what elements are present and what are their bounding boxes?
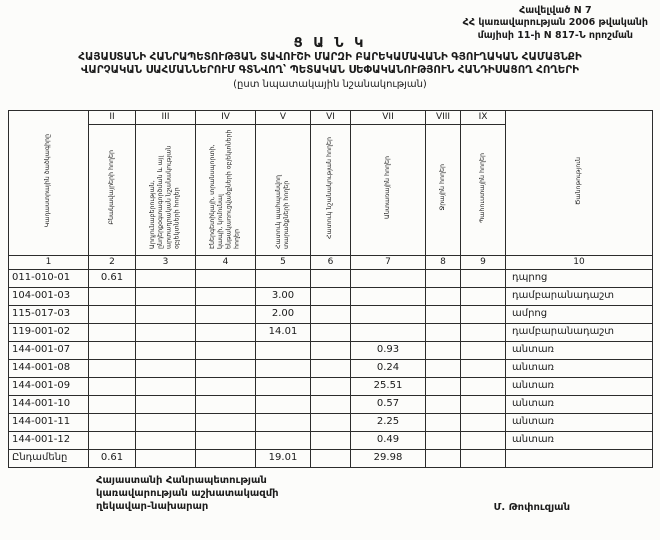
cell-note: անտառ bbox=[506, 431, 653, 449]
cell-area-value bbox=[311, 377, 351, 395]
col-header-forest-lands bbox=[351, 124, 426, 255]
cell-area-value bbox=[351, 323, 426, 341]
cell-cadastral-code: 144-001-07 bbox=[9, 341, 89, 359]
cell-area-value bbox=[136, 305, 196, 323]
roman-numeral-row bbox=[9, 110, 653, 124]
cell-area-value bbox=[256, 269, 311, 287]
signer-name: Մ. Թոփուզյան bbox=[493, 501, 570, 513]
cell-area-value bbox=[311, 287, 351, 305]
roman-numeral: IV bbox=[196, 110, 256, 124]
cell-area-value bbox=[311, 395, 351, 413]
cell-area-value bbox=[89, 305, 136, 323]
cell-area-value bbox=[461, 431, 506, 449]
col-header-special-lands bbox=[311, 124, 351, 255]
document-subtitle-line2: ՎԱՐՉԱԿԱՆ ՍԱՀՄԱՆՆԵՐՈՒՄ ԳՏՆՎՈՂ՝ ՊԵՏԱԿԱՆ ՍԵՓԱԿԱՆՈՒԹՅՈՒՆ ՀԱՆԴԻՍԱՑՈՂ ՀՈՂԵՐԻ bbox=[81, 63, 579, 76]
signer-title-line: ղեկավար-նախարար bbox=[96, 500, 209, 512]
col-header-label: Անտառային հողեր bbox=[383, 156, 391, 220]
cell-area-value bbox=[89, 341, 136, 359]
cell-area-value bbox=[89, 323, 136, 341]
table-row bbox=[9, 287, 653, 305]
signer-title-line: Հայաստանի Հանրապետության bbox=[96, 474, 267, 486]
cell-note: անտառ bbox=[506, 359, 653, 377]
document-title: Ց Ա Ն Կ bbox=[293, 36, 367, 51]
cell-area-value bbox=[136, 359, 196, 377]
table-row bbox=[9, 341, 653, 359]
cell-area-value bbox=[311, 305, 351, 323]
cell-area-value bbox=[136, 413, 196, 431]
document-subtitle-line1: ՀԱՅԱՍՏԱՆԻ ՀԱՆՐԱՊԵՏՈՒԹՅԱՆ ՏԱՎՈՒՇԻ ՄԱՐԶԻ ԲԱՐԵԿԱՄԱՎԱՆԻ ԳՅՈՒՂԱԿԱՆ ՀԱՄԱՅՆՔԻ bbox=[78, 51, 582, 63]
cell-area-value bbox=[196, 431, 256, 449]
col-header-infrastructure-lands bbox=[196, 124, 256, 255]
cell-area-value bbox=[196, 413, 256, 431]
cell-note: դամբարանադաշտ bbox=[506, 323, 653, 341]
col-header-note bbox=[506, 110, 653, 255]
cell-area-value bbox=[196, 377, 256, 395]
cell-area-value bbox=[426, 323, 461, 341]
cell-note bbox=[506, 449, 653, 467]
cell-area-value bbox=[196, 305, 256, 323]
cell-area-value: 0.57 bbox=[351, 395, 426, 413]
cell-note: անտառ bbox=[506, 413, 653, 431]
col-header-label: Հատուկ նշանակության հողեր bbox=[326, 136, 334, 239]
cell-cadastral-code: 144-001-12 bbox=[9, 431, 89, 449]
cell-area-value bbox=[136, 377, 196, 395]
col-header-water-lands bbox=[426, 124, 461, 255]
cell-area-value bbox=[351, 269, 426, 287]
cell-area-value: 14.01 bbox=[256, 323, 311, 341]
column-number: 4 bbox=[196, 255, 256, 269]
appendix-line: Հավելված N 7 bbox=[519, 5, 592, 16]
cell-area-value bbox=[426, 413, 461, 431]
cell-note: անտառ bbox=[506, 395, 653, 413]
cell-area-value: 3.00 bbox=[256, 287, 311, 305]
cell-area-value bbox=[196, 323, 256, 341]
cell-area-value bbox=[461, 305, 506, 323]
column-number: 3 bbox=[136, 255, 196, 269]
cell-area-value bbox=[89, 287, 136, 305]
signature-block bbox=[0, 474, 660, 513]
cell-area-value bbox=[426, 287, 461, 305]
column-number: 9 bbox=[461, 255, 506, 269]
col-header-industrial-lands bbox=[136, 124, 196, 255]
table-row bbox=[9, 359, 653, 377]
cell-area-value bbox=[311, 341, 351, 359]
cell-area-value bbox=[311, 431, 351, 449]
table-row bbox=[9, 413, 653, 431]
cell-area-value bbox=[311, 323, 351, 341]
table-row bbox=[9, 395, 653, 413]
cell-area-value bbox=[461, 287, 506, 305]
col-header-residential-lands bbox=[89, 124, 136, 255]
cell-area-value bbox=[136, 323, 196, 341]
appendix-block bbox=[463, 5, 648, 42]
cell-area-value bbox=[136, 341, 196, 359]
cell-area-value bbox=[426, 431, 461, 449]
cell-area-value bbox=[89, 431, 136, 449]
roman-numeral: III bbox=[136, 110, 196, 124]
col-header-label: Արդյունաբերության, ընդերքօգտագործման և այլ արտադրական նշանակության օբյեկտների հողեր bbox=[149, 145, 181, 249]
cell-area-value bbox=[196, 269, 256, 287]
appendix-line: մայիսի 11-ի N 817-Ն որոշման bbox=[477, 29, 633, 41]
cell-area-value bbox=[426, 305, 461, 323]
cell-area-value bbox=[461, 377, 506, 395]
cell-area-value bbox=[461, 359, 506, 377]
appendix-line: ՀՀ կառավարության 2006 թվականի bbox=[462, 17, 648, 29]
cell-area-value bbox=[351, 305, 426, 323]
totals-row bbox=[9, 449, 653, 467]
cell-area-value bbox=[136, 431, 196, 449]
col-header-cadastral-code bbox=[9, 110, 89, 255]
roman-numeral: IX bbox=[461, 110, 506, 124]
cell-area-value bbox=[136, 395, 196, 413]
cell-area-value bbox=[196, 287, 256, 305]
col-header-label: Բնակավայրերի հողեր bbox=[107, 150, 115, 226]
roman-numeral: VI bbox=[311, 110, 351, 124]
cell-cadastral-code: 104-001-03 bbox=[9, 287, 89, 305]
cell-area-value bbox=[311, 413, 351, 431]
cell-area-value bbox=[89, 395, 136, 413]
table-row bbox=[9, 323, 653, 341]
column-number: 6 bbox=[311, 255, 351, 269]
cell-cadastral-code: 119-001-02 bbox=[9, 323, 89, 341]
cell-total-value bbox=[426, 449, 461, 467]
cell-area-value bbox=[426, 359, 461, 377]
cell-total-value bbox=[196, 449, 256, 467]
cell-note: դպրոց bbox=[506, 269, 653, 287]
cell-note: անտառ bbox=[506, 377, 653, 395]
column-number: 2 bbox=[89, 255, 136, 269]
cell-area-value bbox=[311, 359, 351, 377]
col-header-reserve-lands bbox=[461, 124, 506, 255]
cell-area-value: 2.25 bbox=[351, 413, 426, 431]
cell-area-value bbox=[461, 341, 506, 359]
cell-area-value bbox=[136, 287, 196, 305]
cell-area-value: 2.00 bbox=[256, 305, 311, 323]
cell-area-value: 25.51 bbox=[351, 377, 426, 395]
cell-area-value bbox=[461, 413, 506, 431]
cell-area-value bbox=[256, 395, 311, 413]
column-number: 7 bbox=[351, 255, 426, 269]
cell-note: անտառ bbox=[506, 341, 653, 359]
column-number: 5 bbox=[256, 255, 311, 269]
table-row bbox=[9, 431, 653, 449]
cell-cadastral-code: 144-001-09 bbox=[9, 377, 89, 395]
signer-title-line: կառավարության աշխատակազմի bbox=[96, 487, 279, 499]
cell-note: դամբարանադաշտ bbox=[506, 287, 653, 305]
roman-numeral: V bbox=[256, 110, 311, 124]
table-row bbox=[9, 269, 653, 287]
cell-total-value: 29.98 bbox=[351, 449, 426, 467]
cell-area-value bbox=[89, 413, 136, 431]
cell-area-value: 0.61 bbox=[89, 269, 136, 287]
roman-numeral: VIII bbox=[426, 110, 461, 124]
cell-note: ամրոց bbox=[506, 305, 653, 323]
cell-total-value bbox=[136, 449, 196, 467]
cell-area-value bbox=[196, 395, 256, 413]
cell-cadastral-code: 011-010-01 bbox=[9, 269, 89, 287]
document-subtitle-line3: (ըստ նպատակային նշանակության) bbox=[233, 78, 427, 90]
cell-area-value bbox=[256, 341, 311, 359]
table-body bbox=[9, 269, 653, 467]
cell-area-value bbox=[426, 269, 461, 287]
totals-label: Ընդամենը bbox=[9, 449, 89, 467]
cell-area-value bbox=[89, 359, 136, 377]
col-header-label: Պահուստային հողեր bbox=[478, 152, 486, 223]
cell-cadastral-code: 144-001-10 bbox=[9, 395, 89, 413]
cell-cadastral-code: 144-001-08 bbox=[9, 359, 89, 377]
cell-total-value: 0.61 bbox=[89, 449, 136, 467]
cell-area-value bbox=[461, 395, 506, 413]
cell-cadastral-code: 115-017-03 bbox=[9, 305, 89, 323]
table-row bbox=[9, 377, 653, 395]
col-header-label: Ջրային հողեր bbox=[438, 164, 446, 212]
cell-area-value bbox=[256, 431, 311, 449]
roman-numeral: II bbox=[89, 110, 136, 124]
cell-cadastral-code: 144-001-11 bbox=[9, 413, 89, 431]
col-header-label: Հատուկ պահպանվող տարածքների հողեր bbox=[274, 174, 290, 249]
table-row bbox=[9, 305, 653, 323]
cell-area-value bbox=[256, 377, 311, 395]
col-header-protected-lands bbox=[256, 124, 311, 255]
cell-area-value bbox=[461, 269, 506, 287]
cell-total-value bbox=[311, 449, 351, 467]
cell-area-value bbox=[256, 359, 311, 377]
col-header-label: Ծանոթություն bbox=[574, 156, 582, 205]
column-number: 8 bbox=[426, 255, 461, 269]
cell-area-value bbox=[426, 395, 461, 413]
cell-area-value bbox=[196, 341, 256, 359]
cell-area-value bbox=[89, 377, 136, 395]
signer-title bbox=[96, 474, 279, 513]
cell-area-value bbox=[426, 377, 461, 395]
cell-area-value bbox=[256, 413, 311, 431]
cell-area-value bbox=[136, 269, 196, 287]
cell-area-value bbox=[426, 341, 461, 359]
cell-total-value bbox=[461, 449, 506, 467]
col-header-label: Կադաստրային ծածկագիրը bbox=[44, 134, 52, 228]
column-number-row bbox=[9, 255, 653, 269]
col-header-label: Էներգետիկայի, տրանսպորտի, կապի, կոմունալ ենթակառուցվածքների օբյեկտների հողեր bbox=[209, 129, 241, 249]
roman-numeral: VII bbox=[351, 110, 426, 124]
cell-area-value: 0.24 bbox=[351, 359, 426, 377]
column-number: 10 bbox=[506, 255, 653, 269]
cell-area-value: 0.49 bbox=[351, 431, 426, 449]
cell-area-value bbox=[351, 287, 426, 305]
cell-area-value bbox=[196, 359, 256, 377]
cell-area-value bbox=[461, 323, 506, 341]
column-number: 1 bbox=[9, 255, 89, 269]
cell-total-value: 19.01 bbox=[256, 449, 311, 467]
cell-area-value: 0.93 bbox=[351, 341, 426, 359]
cell-area-value bbox=[311, 269, 351, 287]
land-category-table bbox=[8, 110, 653, 468]
